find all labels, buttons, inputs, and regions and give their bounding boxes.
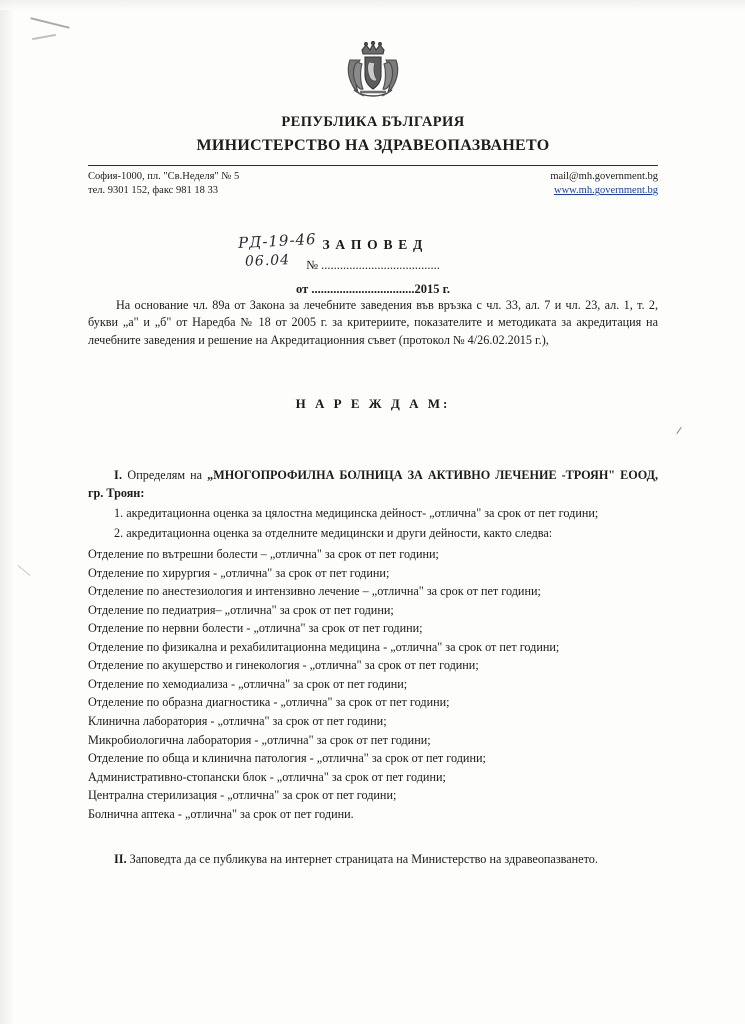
list-item: Отделение по хемодиализа - „отлична" за срок от пет години; [88,676,408,691]
section-two-text: Заповедта да се публикува на интернет страницата на Министерство на здравеопазването. [129,852,598,867]
contact-block [88,170,658,198]
list-item: Отделение по обща и клинична патология - „отлична" за срок от пет години; [88,751,486,766]
legal-basis-paragraph: На основание чл. 89а от Закона за лечебните заведения във връзка с чл. 33, ал. 7 и чл. 23, ал. 1, т. 2, букви „а" и „б" от Наредба № 18 от 2005 г. за критериите, показателите и методиката за акредитация на лечебните заведения и решение на Акредитационния съвет (протокол № 4/26.02.2015 г.), [88,297,658,348]
list-item: Отделение по акушерство и гинекология - „отлична" за срок от пет години; [88,658,479,673]
address-line: София-1000, пл. "Св.Неделя" № 5 [88,171,240,183]
contact-address-block [88,170,239,198]
list-item: Отделение по анестезиология и интензивно лечение – „отлична" за срок от пет години; [88,584,541,599]
section-one-lead: Определям на [127,468,203,483]
scan-artifact-mark [18,565,31,576]
section-one [88,467,658,823]
ministry-header [88,113,658,156]
header-divider [88,165,658,166]
list-item: Отделение по нервни болести - „отлична" за срок от пет години; [88,621,423,636]
list-item: Отделение по образна диагностика - „отлична" за срок от пет години; [88,695,450,710]
hospital-name: „МНОГОПРОФИЛНА БОЛНИЦА ЗА АКТИВНО ЛЕЧЕНИЕ -ТРОЯН" ЕООД, гр. Троян: [88,468,659,501]
website-link[interactable]: www.mh.government.bg [553,185,658,197]
list-item: Централна стерилизация - „отлична" за срок от пет години; [88,788,397,803]
section-two [88,851,658,869]
document-body [88,40,658,869]
coat-of-arms-icon [88,40,658,107]
section-two-numeral: II. [114,852,127,867]
order-keyword: Н А Р Е Ж Д А М: [295,396,451,412]
handwritten-date: 06.04 [244,252,291,270]
section-one-heading [88,467,658,503]
section-two-paragraph [88,851,658,869]
scan-artifact-mark [676,427,681,434]
republic-title: РЕПУБЛИКА БЪЛГАРИЯ [281,114,465,130]
handwritten-document-number: РД-19-46 [237,229,318,253]
list-item: Отделение по вътрешни болести – „отлична" за срок от пет години; [88,547,439,562]
list-item: Клинична лаборатория - „отлична" за срок от пет години; [88,713,387,728]
list-item: Отделение по физикална и рехабилитационна медицина - „отлична" за срок от пет години; [88,639,560,654]
section-one-point-2: 2. акредитационна оценка за отделните медицински и други дейности, както следва: [114,526,553,541]
document-date-line: от .................................2015 г. [296,281,450,296]
list-item: Отделение по хирургия - „отлична" за срок от пет години; [88,565,390,580]
scan-edge-shadow-left [0,0,14,1024]
scan-artifact-mark [32,34,56,40]
section-one-numeral: I. [114,468,123,483]
email-address[interactable]: mail@mh.government.bg [550,171,658,183]
list-item: Болнична аптека - „отлична" за срок от пет години. [88,806,354,821]
list-item: Административно-стопански блок - „отлична" за срок от пет години; [88,769,446,784]
ministry-title: МИНИСТЕРСТВО НА ЗДРАВЕОПАЗВАНЕТО [196,136,550,154]
section-one-point-1: 1. акредитационна оценка за цялостна медицинска дейност- „отлична" за срок от пет години; [114,506,599,521]
scan-artifact-mark [30,17,69,29]
scan-edge-shadow-top [0,0,745,10]
phone-line: тел. 9301 152, факс 981 18 33 [88,185,218,197]
department-list [88,545,658,823]
list-item: Микробиологична лаборатория - „отлична" за срок от пет години; [88,732,431,747]
contact-web-block [550,170,658,198]
document-type-heading: З А П О В Е Д [322,236,424,252]
document-number-line: № ...................................... [306,257,440,272]
list-item: Отделение по педиатрия– „отлична" за срок от пет години; [88,602,394,617]
